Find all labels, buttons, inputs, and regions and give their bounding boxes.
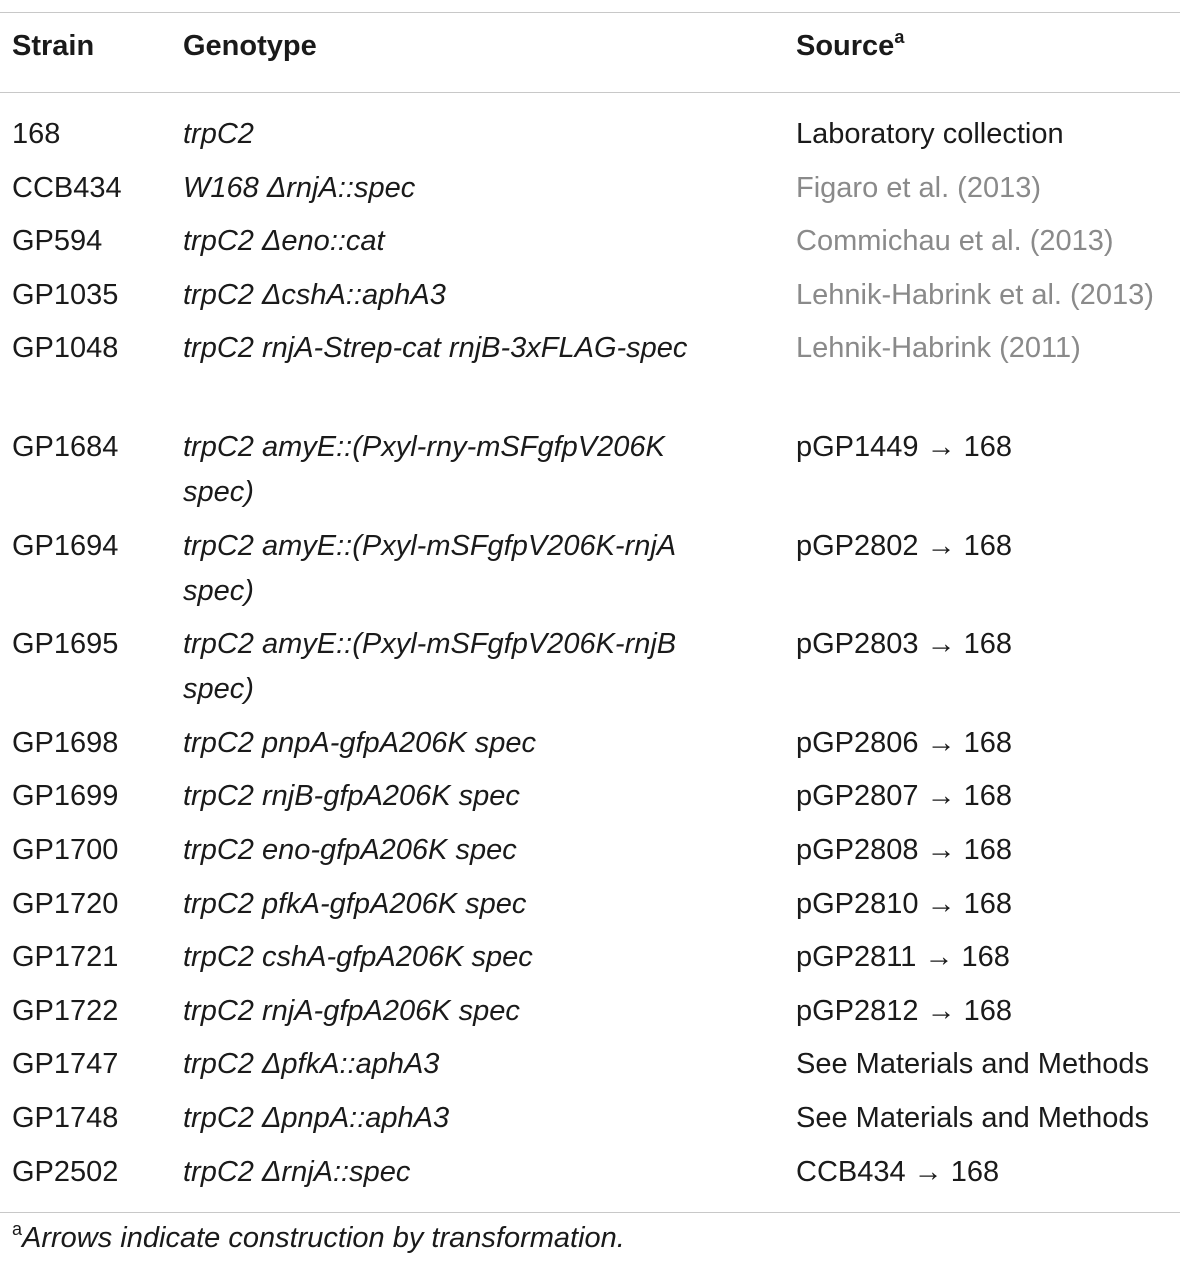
table-row — [0, 273, 1200, 327]
strain-cell: GP1699 — [12, 780, 119, 813]
table-footnote — [12, 1219, 625, 1255]
table-header-rule — [0, 92, 1180, 93]
table-row — [0, 622, 1200, 721]
source-cell: pGP2808 → 168 — [796, 833, 1013, 866]
header-source-footnote-marker: a — [894, 27, 905, 47]
genotype-cell: trpC2 rnjA-Strep-cat rnjB-3xFLAG-spec — [183, 332, 688, 365]
genotype-cell: trpC2 Δeno::cat — [183, 225, 385, 258]
header-source — [796, 27, 905, 63]
strain-cell: GP2502 — [12, 1155, 119, 1188]
source-cell: CCB434 → 168 — [796, 1155, 1000, 1188]
strain-cell: GP1695 — [12, 628, 119, 661]
genotype-cell: trpC2 ΔrnjA::spec — [183, 1155, 411, 1188]
table-bottom-rule — [0, 1212, 1180, 1213]
genotype-cell: trpC2 rnjB-gfpA206K spec — [183, 780, 520, 813]
strain-cell: GP594 — [12, 225, 103, 258]
table-row — [0, 828, 1200, 882]
footnote-marker: a — [12, 1219, 23, 1239]
source-cell: pGP1449 → 168 — [796, 430, 1013, 463]
source-cell: Laboratory collection — [796, 118, 1064, 150]
strain-cell: GP1720 — [12, 887, 119, 920]
source-cell: pGP2811 → 168 — [796, 941, 1010, 974]
header-genotype: Genotype — [183, 30, 317, 62]
table-row — [0, 989, 1200, 1043]
genotype-cell: trpC2 ΔcshA::aphA3 — [183, 278, 446, 311]
genotype-cell: trpC2 amyE::(Pxyl-mSFgfpV206K-rnjB spec) — [183, 628, 677, 706]
source-cell: pGP2812 → 168 — [796, 994, 1013, 1027]
strain-cell: GP1700 — [12, 833, 119, 866]
table-row — [0, 1096, 1200, 1150]
table-row — [0, 935, 1200, 989]
table-row — [0, 524, 1200, 623]
table-top-rule — [0, 12, 1180, 13]
genotype-cell: W168 ΔrnjA::spec — [183, 171, 416, 204]
strain-cell: GP1694 — [12, 529, 119, 562]
table-header — [0, 27, 1200, 74]
table-row — [0, 326, 1200, 425]
table-row — [0, 774, 1200, 828]
table-row — [0, 1150, 1200, 1204]
table-row — [0, 721, 1200, 775]
strain-cell: GP1035 — [12, 278, 119, 311]
strain-cell: GP1684 — [12, 430, 119, 463]
genotype-cell: trpC2 eno-gfpA206K spec — [183, 833, 517, 866]
source-cell: pGP2807 → 168 — [796, 780, 1013, 813]
footnote-text: Arrows indicate construction by transformation. — [22, 1222, 625, 1254]
header-source-label: Source — [796, 30, 895, 62]
genotype-cell: trpC2 ΔpnpA::aphA3 — [183, 1101, 450, 1134]
table-body — [0, 112, 1200, 1203]
strain-cell: GP1748 — [12, 1101, 119, 1134]
genotype-cell: trpC2 pnpA-gfpA206K spec — [183, 726, 537, 759]
genotype-cell: trpC2 amyE::(Pxyl-rny-mSFgfpV206K spec) — [183, 430, 665, 508]
source-reference-link[interactable]: Figaro et al. (2013) — [796, 171, 1042, 204]
strain-cell: GP1721 — [12, 941, 119, 974]
genotype-cell: trpC2 cshA-gfpA206K spec — [183, 941, 533, 974]
source-cell: See Materials and Methods — [796, 1101, 1150, 1134]
genotype-cell: trpC2 — [183, 118, 254, 150]
genotype-cell: trpC2 ΔpfkA::aphA3 — [183, 1048, 440, 1081]
source-reference-link[interactable]: Lehnik-Habrink et al. (2013) — [796, 278, 1154, 311]
genotype-cell: trpC2 amyE::(Pxyl-mSFgfpV206K-rnjA spec) — [183, 529, 676, 607]
source-cell: See Materials and Methods — [796, 1048, 1150, 1081]
strain-cell: CCB434 — [12, 171, 122, 204]
table-row — [0, 219, 1200, 273]
strain-cell: GP1048 — [12, 332, 119, 365]
genotype-cell: trpC2 pfkA-gfpA206K spec — [183, 887, 527, 920]
strain-cell: 168 — [12, 118, 61, 150]
table-row — [0, 166, 1200, 220]
strain-cell: GP1722 — [12, 994, 119, 1027]
table-row — [0, 112, 1200, 166]
source-cell: pGP2803 → 168 — [796, 628, 1013, 661]
source-reference-link[interactable]: Commichau et al. (2013) — [796, 225, 1114, 258]
source-cell: pGP2802 → 168 — [796, 529, 1013, 562]
strain-cell: GP1698 — [12, 726, 119, 759]
genotype-cell: trpC2 rnjA-gfpA206K spec — [183, 994, 520, 1027]
table-row — [0, 882, 1200, 936]
strain-cell: GP1747 — [12, 1048, 119, 1081]
header-strain: Strain — [12, 30, 95, 62]
source-reference-link[interactable]: Lehnik-Habrink (2011) — [796, 332, 1081, 365]
source-cell: pGP2810 → 168 — [796, 887, 1013, 920]
table-row — [0, 1042, 1200, 1096]
table-row — [0, 425, 1200, 524]
source-cell: pGP2806 → 168 — [796, 726, 1013, 759]
